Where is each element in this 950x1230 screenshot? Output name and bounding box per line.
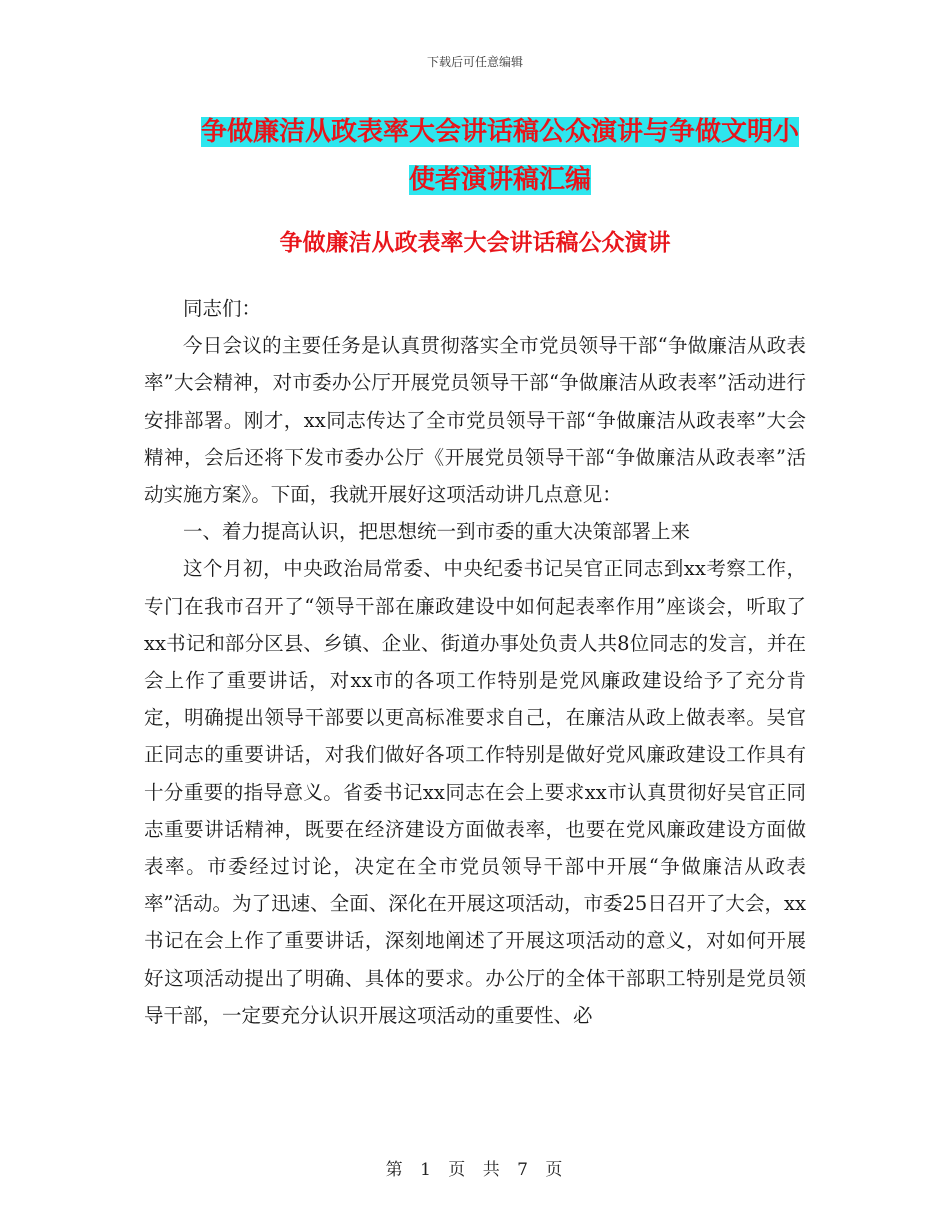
document-title [190, 108, 810, 204]
paragraph-heading-1: 一、着力提高认识，把思想统一到市委的重大决策部署上来 [183, 520, 691, 544]
title-line-1: 争做廉洁从政表率大会讲话稿公众演讲与争做文明小 [200, 117, 799, 147]
current-page: 1 [420, 1160, 433, 1180]
title-line-2: 使者演讲稿汇编 [408, 165, 591, 195]
paragraph-intro: 今日会议的主要任务是认真贯彻落实全市党员领导干部“争做廉洁从政表率”大会精神，对市委办公厅开展党员领导干部“争做廉洁从政表率”活动进行安排部署。刚才，xx同志传达了全市党员领导干部“争做廉洁从政表率”大会精神，会后还将下发市委办公厅《开展党员领导干部“争做廉洁从政表率”活动实施方案》。下面，我就开展好这项活动讲几点意见： [144, 334, 806, 507]
paragraph-salutation: 同志们： [183, 297, 262, 320]
footer-middle-1: 页 [448, 1160, 468, 1180]
page-number-footer [0, 1155, 950, 1180]
total-pages: 7 [517, 1160, 530, 1180]
document-body [144, 290, 806, 1034]
footer-prefix: 第 [385, 1160, 405, 1180]
header-note: 下载后可任意编辑 [426, 55, 523, 69]
paragraph-body-1: 这个月初，中央政治局常委、中央纪委书记吴官正同志到xx考察工作，专门在我市召开了“领导干部在廉政建设中如何起表率作用”座谈会，听取了xx书记和部分区县、乡镇、企业、街道办事处负责人共8位同志的发言，并在会上作了重要讲话，对xx市的各项工作特别是党风廉政建设给予了充分肯定，明确提出领导干部要以更高标准要求自己，在廉洁从政上做表率。吴官正同志的重要讲话，对我们做好各项工作特别是做好党风廉政建设工作具有十分重要的指导意义。省委书记xx同志在会上要求xx市认真贯彻好吴官正同志重要讲话精神，既要在经济建设方面做表率，也要在党风廉政建设方面做表率。市委经过讨论，决定在全市党员领导干部中开展“争做廉洁从政表率”活动。为了迅速、全面、深化在开展这项活动，市委25日召开了大会，xx书记在会上作了重要讲话，深刻地阐述了开展这项活动的意义，对如何开展好这项活动提出了明确、具体的要求。办公厅的全体干部职工特别是党员领导干部，一定要充分认识开展这项活动的重要性、必 [144, 557, 806, 1027]
footer-suffix: 页 [545, 1160, 565, 1180]
footer-middle-2: 共 [482, 1160, 502, 1180]
section-title: 争做廉洁从政表率大会讲话稿公众演讲 [279, 230, 671, 256]
